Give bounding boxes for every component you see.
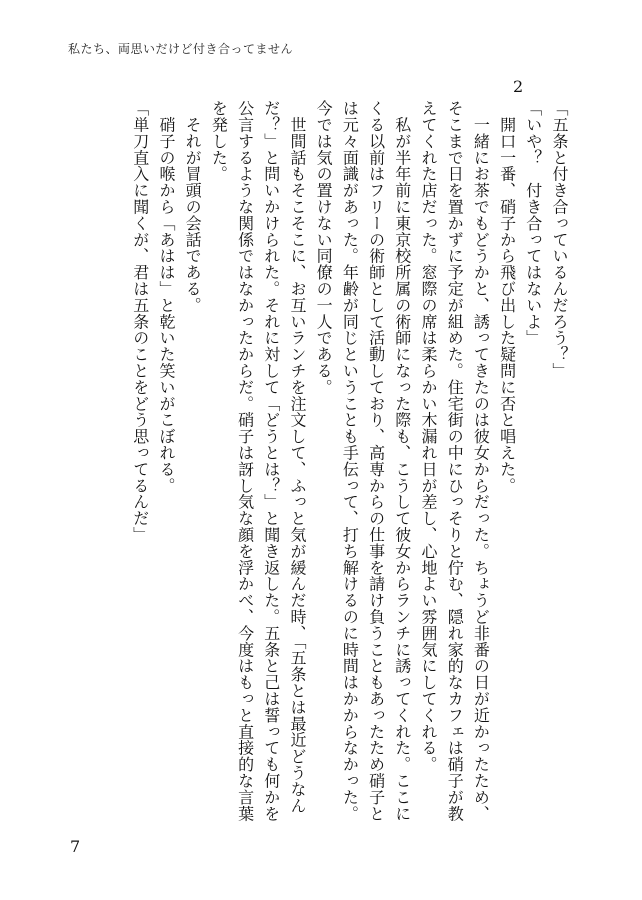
paragraph: 世間話もそこそこに、お互いランチを注文して、ふっと気が緩んだ時、「五条とは最近どうなんだ？」と問いかけられた。それに対して「どうとは？」と聞き返した。五条と己は誓っても何かを公言するような関係ではなかったからだ。硝子は訝し気な顔を浮かべ、今度はもっと直接的な言葉を発した。 [209, 100, 307, 822]
chapter-number: 2 [513, 77, 524, 96]
paragraph: 「いや？ 付き合ってはないよ」 [523, 100, 543, 346]
paragraph: 一緒にお茶でもどうかと、誘ってきたのは彼女からだった。ちょうど非番の日が近かったため、そこまで日を置かずに予定が組めた。住宅街の中にひっそりと佇む、隠れ家的なカフェは硝子が教えてくれた店だった。窓際の席は柔らかい木漏れ日が差し、心地よい雰囲気にしてくれる。 [418, 100, 491, 822]
page-number: 7 [70, 837, 81, 856]
vertical-text-body [127, 100, 572, 830]
paragraph: それが冒頭の会話である。 [183, 100, 203, 314]
paragraph: 「単刀直入に聞くが、君は五条のことをどう思ってるんだ」 [130, 100, 150, 543]
paragraph: 「五条と付き合っているんだろう？」 [550, 100, 569, 379]
paragraph: 私が半年前に東京校所属の術師になった際も、こうして彼女からランチに誘ってくれた。ここにくる以前はフリーの術師として活動しており、高専からの仕事を請け負うこともあったため硝子とは元々面識があった。年齢が同じということも手伝って、打ち解けるのに時間はかからなかった。今では気の置けない同僚の一人である。 [314, 100, 412, 822]
paragraph: 開口一番、硝子から飛び出した疑問に否と唱えた。 [497, 100, 517, 494]
paragraph: 硝子の喉から「あはは」と乾いた笑いがこぼれる。 [156, 100, 176, 494]
running-header-title: 私たち、両思いだけど付き合ってません [68, 42, 294, 56]
